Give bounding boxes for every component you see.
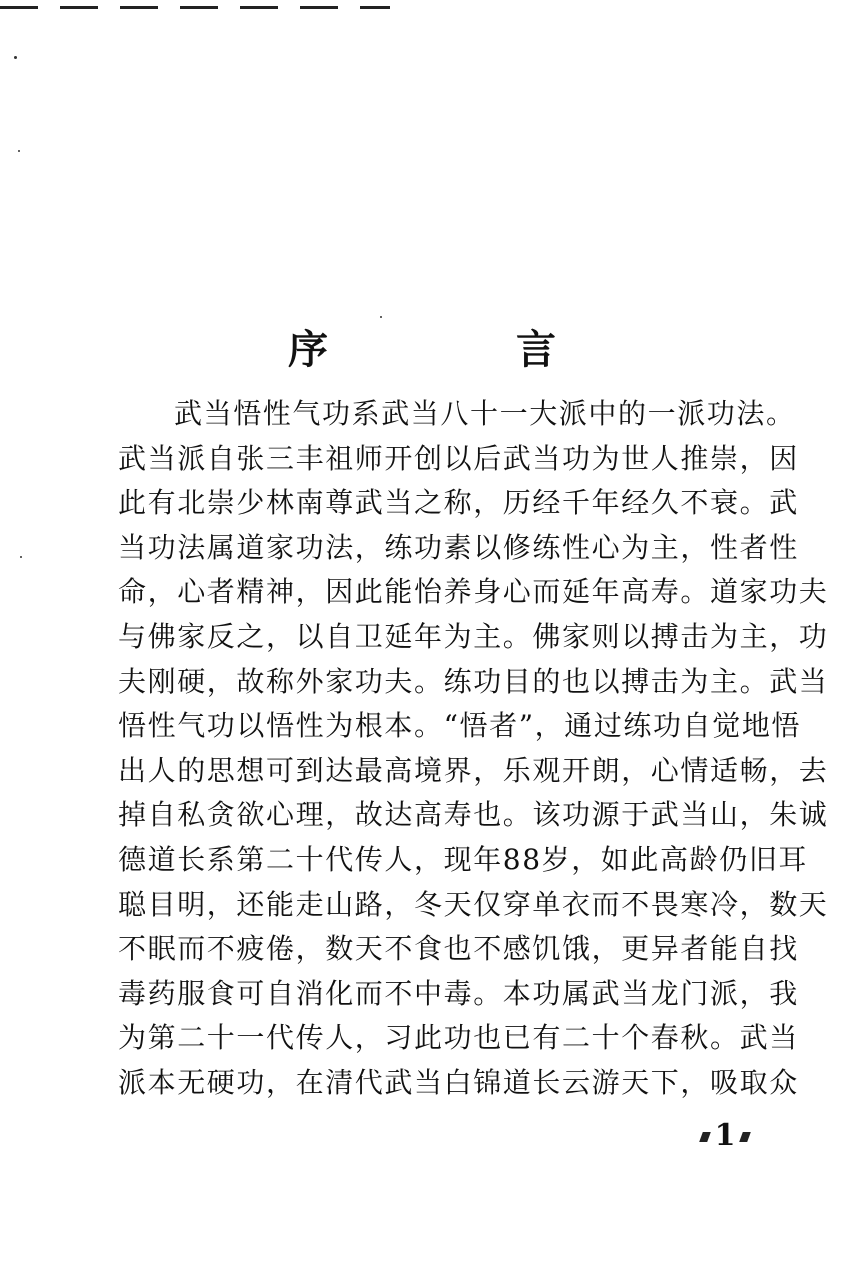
scan-speck	[14, 56, 17, 59]
preface-paragraph	[118, 392, 829, 1106]
text-line: 命，心者精神，因此能怡养身心而延年高寿。道家功夫	[118, 575, 829, 609]
text-line: 当功法属道家功法，练功素以修练性心为主，性者性	[118, 530, 799, 564]
text-line: 夫刚硬，故称外家功夫。练功目的也以搏击为主。武当	[118, 664, 829, 698]
text-line: 此有北崇少林南尊武当之称，历经千年经久不衰。武	[118, 486, 799, 520]
text-line: 毒药服食可自消化而不中毒。本功属武当龙门派，我	[118, 976, 799, 1010]
scan-speck	[18, 150, 20, 152]
text-line: 掉自私贪欲心理，故达高寿也。该功源于武当山，朱诚	[118, 798, 829, 832]
text-line: 聪目明，还能走山路，冬天仅穿单衣而不畏寒冷，数天	[118, 887, 829, 921]
text-line: 悟性气功以悟性为根本。“悟者”，通过练功自觉地悟	[118, 709, 802, 743]
text-line: 出人的思想可到达最高境界，乐观开朗，心情适畅，去	[118, 753, 829, 787]
page-number-mark	[740, 1132, 752, 1142]
text-line: 武当悟性气功系武当八十一大派中的一派功法。	[174, 397, 796, 430]
text-line: 派本无硬功，在清代武当白锦道长云游天下，吸取众	[118, 1065, 799, 1099]
text-line: 为第二十一代传人，习此功也已有二十个春秋。武当	[118, 1021, 799, 1055]
top-edge-rule	[0, 6, 390, 9]
scan-speck	[20, 556, 22, 558]
text-line: 德道长系第二十代传人，现年88岁，如此高龄仍旧耳	[118, 842, 809, 876]
page-number	[690, 1116, 760, 1156]
text-line: 与佛家反之，以自卫延年为主。佛家则以搏击为主，功	[118, 619, 829, 653]
scan-speck	[380, 316, 382, 318]
page-title: 序 言	[288, 326, 630, 373]
page-number-value: 1	[714, 1118, 736, 1153]
page-number-mark	[699, 1132, 711, 1142]
text-line: 武当派自张三丰祖师开创以后武当功为世人推崇，因	[118, 441, 799, 475]
text-line: 不眠而不疲倦，数天不食也不感饥饿，更异者能自找	[118, 932, 799, 966]
